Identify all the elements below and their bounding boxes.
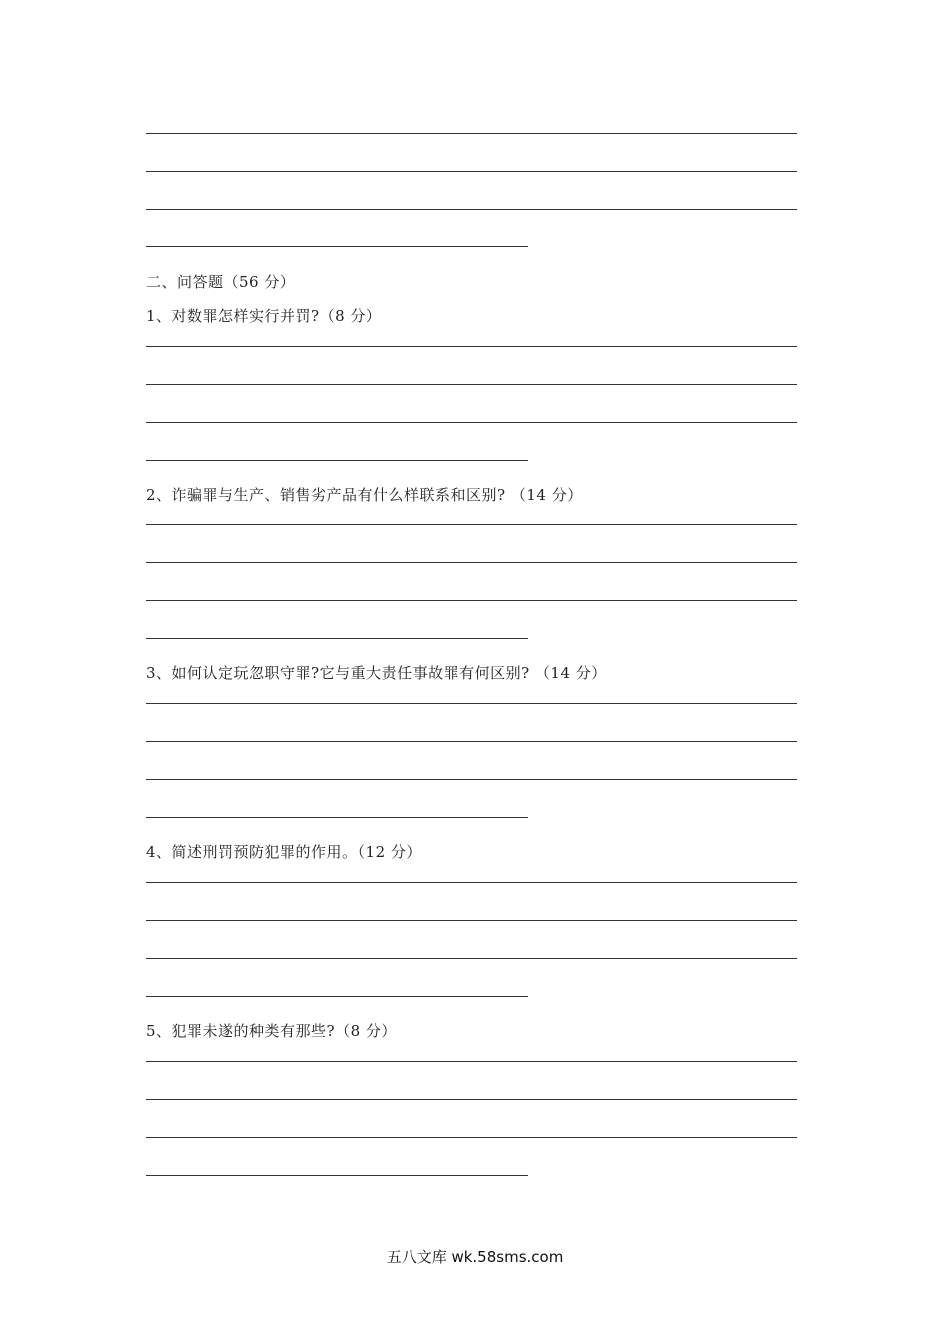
answer-line — [146, 209, 797, 210]
section-heading: 二、问答题（56 分） — [146, 273, 296, 291]
answer-line — [146, 638, 528, 639]
answer-line — [146, 1175, 528, 1176]
question-3: 3、如何认定玩忽职守罪?它与重大责任事故罪有何区别? （14 分） — [146, 664, 607, 682]
question-4: 4、简述刑罚预防犯罪的作用。（12 分） — [146, 843, 422, 861]
question-2: 2、诈骗罪与生产、销售劣产品有什么样联系和区别? （14 分） — [146, 486, 583, 504]
answer-line — [146, 133, 797, 134]
answer-line — [146, 741, 797, 742]
answer-line — [146, 422, 797, 423]
answer-line — [146, 958, 797, 959]
answer-line — [146, 562, 797, 563]
footer-watermark: 五八文库 wk.58sms.com — [386, 1248, 564, 1266]
answer-line — [146, 1099, 797, 1100]
answer-line — [146, 346, 797, 347]
answer-line — [146, 460, 528, 461]
answer-line — [146, 246, 528, 247]
answer-line — [146, 600, 797, 601]
answer-line — [146, 384, 797, 385]
answer-line — [146, 1061, 797, 1062]
answer-line — [146, 171, 797, 172]
answer-line — [146, 817, 528, 818]
answer-line — [146, 1137, 797, 1138]
answer-line — [146, 882, 797, 883]
answer-line — [146, 996, 528, 997]
answer-line — [146, 779, 797, 780]
answer-line — [146, 524, 797, 525]
answer-line — [146, 703, 797, 704]
question-1: 1、对数罪怎样实行并罚?（8 分） — [146, 307, 382, 325]
answer-line — [146, 920, 797, 921]
question-5: 5、犯罪未遂的种类有那些?（8 分） — [146, 1022, 397, 1040]
